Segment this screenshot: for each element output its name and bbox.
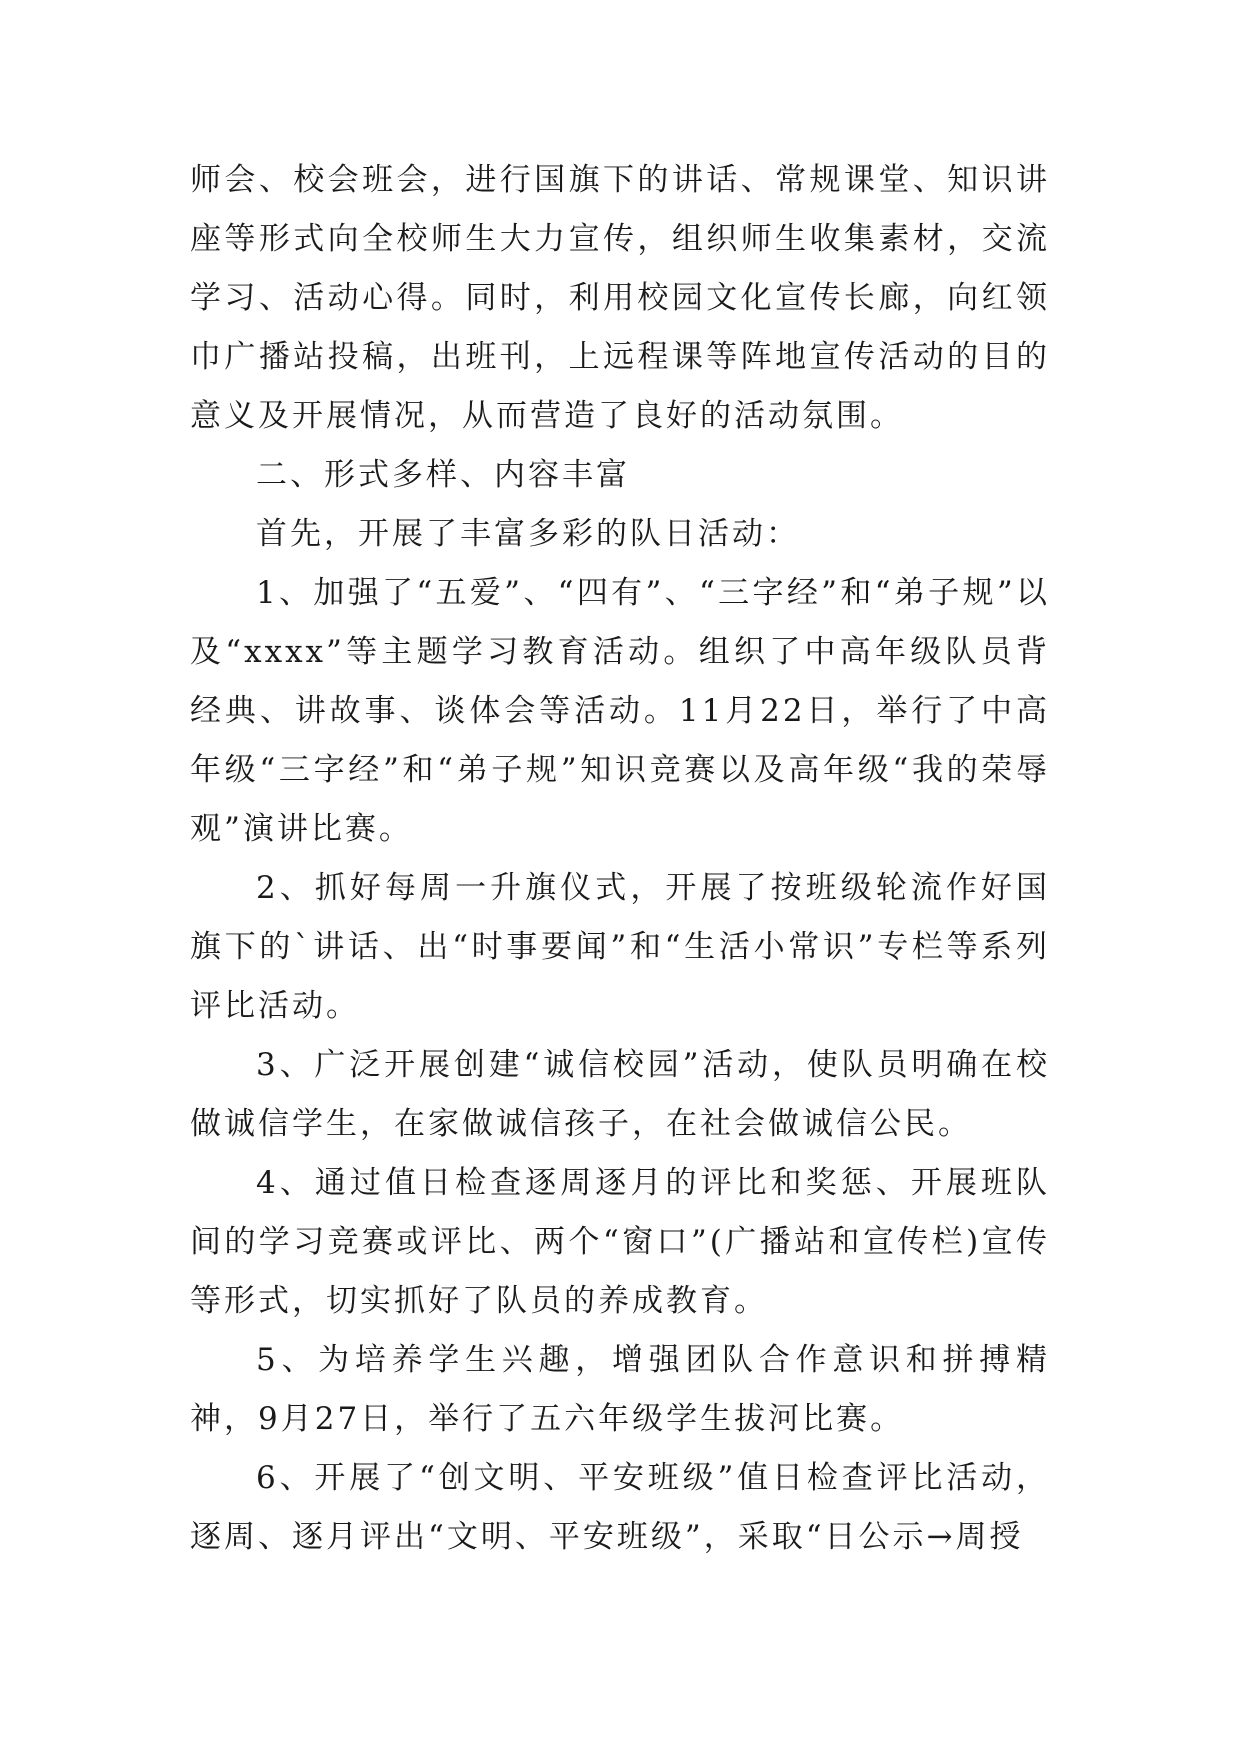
- paragraph-intro-continued: 师会、校会班会，进行国旗下的讲话、常规课堂、知识讲座等形式向全校师生大力宣传，组织师生收集素材，交流学习、活动心得。同时，利用校园文化宣传长廊，向红领巾广播站投稿，出班刊，上远程课等阵地宣传活动的目的意义及开展情况，从而营造了良好的活动氛围。: [190, 162, 1050, 434]
- list-item-3: 3、广泛开展创建“诚信校园”活动，使队员明确在校做诚信学生，在家做诚信孩子，在社会做诚信公民。: [190, 1047, 1050, 1142]
- list-item-2: 2、抓好每周一升旗仪式，开展了按班级轮流作好国旗下的`讲话、出“时事要闻”和“生活小常识”专栏等系列评比活动。: [190, 870, 1050, 1024]
- list-item-5: 5、为培养学生兴趣，增强团队合作意识和拼搏精神，9月27日，举行了五六年级学生拔河比赛。: [190, 1342, 1050, 1437]
- list-item-6: 6、开展了“创文明、平安班级”值日检查评比活动，逐周、逐月评出“文明、平安班级”，采取“日公示→周授: [190, 1460, 1050, 1555]
- list-item-1: 1、加强了“五爱”、“四有”、“三字经”和“弟子规”以及“xxxx”等主题学习教育活动。组织了中高年级队员背经典、讲故事、谈体会等活动。11月22日，举行了中高年级“三字经”和“弟子规”知识竞赛以及高年级“我的荣辱观”演讲比赛。: [190, 575, 1050, 847]
- paragraph-first: 首先，开展了丰富多彩的队日活动：: [256, 516, 800, 552]
- document-body: [190, 151, 1050, 1567]
- list-item-4: 4、通过值日检查逐周逐月的评比和奖惩、开展班队间的学习竞赛或评比、两个“窗口”(广播站和宣传栏)宣传等形式，切实抓好了队员的养成教育。: [190, 1165, 1050, 1319]
- section-heading-2: 二、形式多样、内容丰富: [256, 457, 630, 493]
